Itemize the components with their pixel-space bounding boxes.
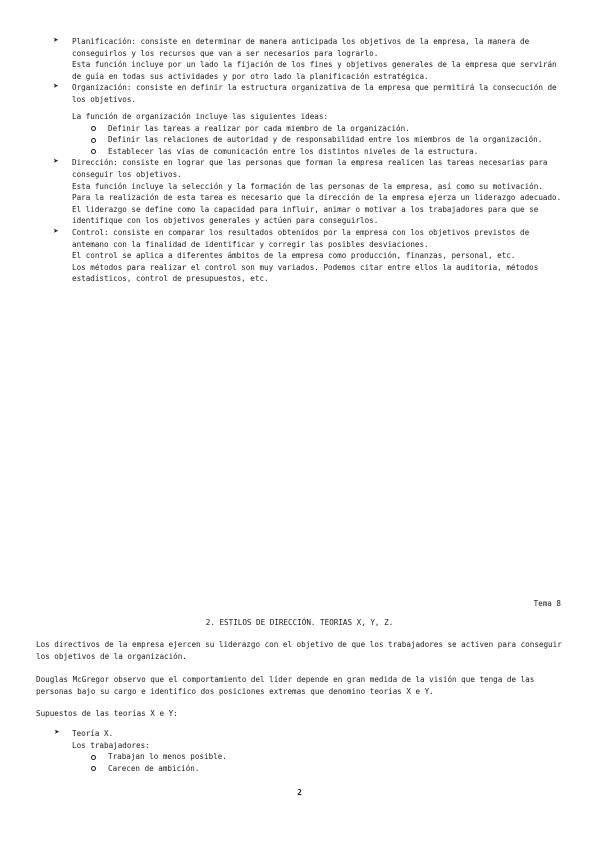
bullet-circle-icon — [91, 755, 96, 760]
function-control-line-4: Los métodos para realizar el control son muy variados. Podemos citar entre ellos la auditoria, métodos — [72, 262, 539, 272]
theory-x-label: Teoría X. — [72, 729, 114, 738]
function-control-line-2: antemano con la finalidad de identificar y corregir las posibles desviaciones. — [72, 239, 429, 249]
paragraph-2-line-1: Douglas McGregor observo que el comportamiento del líder depende en gran medida de la visión que tenga de las — [36, 675, 535, 684]
function-organizacion-line-1: Organización: consiste en definir la estructura organizativa de la empresa que permitirá la consecución de — [72, 83, 557, 93]
function-organizacion-line-3: La función de organización incluye las siguientes ideas: — [72, 112, 329, 121]
organizacion-subitem: Definir las relaciones de autoridad y de responsabilidad entre los miembros de la organización. — [108, 135, 543, 145]
bullet-circle-icon — [91, 126, 96, 131]
paragraph-2-line-2: personas bajo su cargo e identifico dos posiciones extremas que denomino teorías X e Y. — [36, 686, 434, 696]
function-planificacion-line-3: Esta función incluye por un lado la fijación de los fines y objetivos generales de la empresa que servirán — [72, 60, 557, 70]
function-control-line-1: Control: consiste en comparar los resultados obtenidos por la empresa con los objetivos previstos de — [72, 228, 530, 237]
function-direccion-line-5: El liderazgo se define como la capacidad para influir, animar o motivar a los trabajadores para que se — [72, 204, 539, 214]
paragraph-1-line-1: Los directivos de la empresa ejercen su liderazgo con el objetivo de que los trabajadores se activen para conseguir — [36, 640, 562, 649]
paragraph-3-line-1: Supuestos de las teorías X e Y: — [36, 709, 178, 718]
function-direccion-line-2: conseguir los objetivos. — [72, 170, 182, 179]
function-direccion-line-4: Para la realización de esta tarea es necesario que la dirección de la empresa ejerza un liderazgo adecuado. — [72, 193, 562, 203]
function-direccion-line-6: identifique con los objetivos generales y actúen para conseguirlos. — [72, 216, 379, 226]
bullet-circle-icon — [91, 149, 96, 154]
bullet-arrow-icon: ➤ — [54, 728, 60, 738]
function-control-line-5: estadísticos, control de presupuestos, etc. — [72, 274, 269, 284]
section-title: 2. ESTILOS DE DIRECCIÓN. TEORIAS X, Y, Z. — [205, 618, 394, 627]
organizacion-subitem: Establecer las vías de comunicación entre los distintos niveles de la estructura. — [108, 146, 479, 156]
theory-x-subitem: Carecen de ambición. — [108, 763, 200, 773]
bullet-circle-icon — [91, 138, 96, 143]
paragraph-1-line-2: los objetivos de la organización. — [36, 651, 187, 661]
bullet-arrow-icon: ➤ — [53, 36, 59, 46]
bullet-circle-icon — [91, 766, 96, 771]
organizacion-subitem: Definir las tareas a realizar por cada miembro de la organización. — [108, 123, 410, 133]
theory-x-subitem: Trabajan lo menos posible. — [108, 752, 227, 762]
function-planificacion-line-2: conseguirlos y los recursos que van a ser necesarios para lograrlo. — [72, 48, 379, 58]
chapter-label: Tema 8 — [533, 599, 561, 608]
function-direccion-line-3: Esta función incluye la selección y la formación de las personas de la empresa, así como su motivación. — [72, 181, 543, 191]
function-direccion-line-1: Dirección: consiste en lograr que las personas que forman la empresa realicen las tareas necesarias para — [72, 158, 548, 168]
function-planificacion-line-4: de guía en todas sus actividades y por otro lado la planificación estratégica. — [72, 71, 429, 81]
function-planificacion-line-1: Planificación: consiste en determinar de manera anticipada los objetivos de la empresa, la manera de — [72, 37, 530, 46]
bullet-arrow-icon: ➤ — [53, 227, 59, 237]
theory-x-intro: Los trabajadores: — [72, 740, 150, 750]
bullet-arrow-icon: ➤ — [53, 82, 59, 93]
function-control-line-3: El control se aplica a diferentes ámbitos de la empresa como producción, finanzas, personal, etc. — [72, 251, 516, 261]
page-number: 2 — [297, 788, 302, 797]
bullet-arrow-icon: ➤ — [53, 157, 59, 168]
function-organizacion-line-2: los objetivos. — [72, 95, 137, 104]
